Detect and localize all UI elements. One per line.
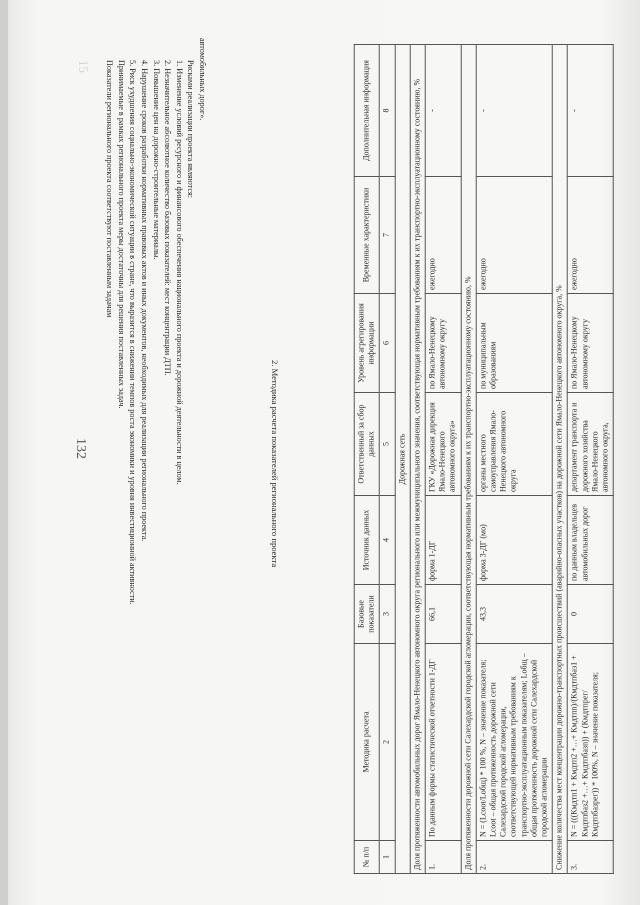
- row-time: ежегодно: [425, 177, 461, 294]
- intro-line: Показатели регионального проекта соответствуют поставленным задачам: [105, 60, 115, 318]
- intro-line: Принимаемые в рамках регионального проекта меры достаточны для решения поставленных задач.: [116, 60, 126, 409]
- section-row: [461, 45, 476, 874]
- faint-stamp: 15: [75, 59, 92, 74]
- col-num: 3: [380, 585, 395, 644]
- row-num: 3.: [568, 841, 614, 874]
- section-row: [552, 45, 567, 874]
- section-indicator-2: Доля протяженности дорожной сети Салехардской городской агломерации, соответствующая нормативным требованиям к их транспортно-эксплуатационному состоянию, %: [461, 45, 476, 874]
- row-level: по Ямало-Ненецкому автономному округу: [568, 294, 614, 393]
- col-num: 7: [380, 177, 395, 294]
- page-number: 132: [73, 438, 88, 459]
- row-time: ежегодно: [568, 177, 614, 294]
- row-base: 0: [568, 585, 614, 644]
- header-num: № п/п: [354, 841, 379, 874]
- header-base: Базовые показатели: [354, 585, 379, 644]
- header-extra: Дополнительная информация: [354, 45, 379, 177]
- section-row: [410, 45, 425, 874]
- row-level: по муниципальным образованиям: [476, 294, 552, 393]
- row-method: По данным формы статистической отчетности 1-ДГ: [425, 644, 461, 841]
- intro-line: 5. Риск ухудшения социально-экономической ситуации в стране, что выразится в снижении темпов роста экономики и уровня инвестиционной активности.: [128, 60, 138, 605]
- row-source: форма 3-ДГ (мо): [476, 496, 552, 585]
- table-row: [568, 45, 614, 874]
- header-resp: Ответственный за сбор данных: [354, 393, 379, 496]
- row-extra: -: [476, 45, 552, 177]
- header-method: Методика расчета: [354, 644, 379, 841]
- intro-line: 2. Незначительное абсолютное количество базовых показателей: мест концентрации ДТП.: [163, 60, 173, 376]
- row-source: форма 1-ДГ: [425, 496, 461, 585]
- column-number-row: [380, 45, 395, 874]
- row-extra: -: [568, 45, 614, 177]
- row-source: по данным владельцев автомобильных дорог: [568, 496, 614, 585]
- row-extra: -: [425, 45, 461, 177]
- section-indicator-3: Снижение количества мест концентрации дорожно-транспортных происшествий (аварийно-опасных участков) на дорожной сети Ямало-Ненецкого автономного округа, %: [552, 45, 567, 874]
- section-indicator-1: Доля протяженности автомобильных дорог Ямало-Ненецкого автономного округа регионального или межмуниципального значения, соответствующая нормативным требованиям к их транспортно-эксплуатационному состоянию, %: [410, 45, 425, 874]
- table-row: [425, 45, 461, 874]
- intro-line: 1. Изменение условий ресурсного и финансового обеспечения национального проекта и дорожной деятельности в целом.: [174, 60, 184, 485]
- intro-line: 3. Повышение цен на дорожно-строительные материалы.: [151, 60, 161, 260]
- col-num: 4: [380, 496, 395, 585]
- col-num: 6: [380, 294, 395, 393]
- row-num: 1.: [425, 841, 461, 874]
- col-num: 2: [380, 644, 395, 841]
- col-num: 5: [380, 393, 395, 496]
- row-time: ежегодно: [476, 177, 552, 294]
- section-row: [395, 45, 410, 874]
- row-base: 43,3: [476, 585, 552, 644]
- col-num: 1: [380, 841, 395, 874]
- col-num: 8: [380, 45, 395, 177]
- header-level: Уровень агрегирования информации: [354, 294, 379, 393]
- intro-line: 4. Нарушение сроков разработки нормативных правовых актов и иных документов, необходимых для реализации регионального проекта.: [140, 60, 150, 542]
- intro-text: [104, 38, 208, 878]
- section-road-network: Дорожная сеть: [395, 45, 410, 874]
- row-resp: ГКУ «Дорожная дирекция Ямало-Ненецкого автономного округа»: [425, 393, 461, 496]
- row-base: 66,1: [425, 585, 461, 644]
- row-method: N = (Lcoot/Lобщ) * 100 %, N – значение показателя; Lcoot – общая протяженность дорожной сети Салехардской городской агломерации, соответствующей нормативным требованиям к транспортно-эксплуатационным показателям; Lобщ – общая протяженность дорожной сети Салехардской городской агломерации: [476, 644, 552, 841]
- table-header-row: [354, 45, 379, 874]
- row-method: N = (((Кмдтп1 + Кмдтп2 +…+ Кмдтпn)/(Кмдтпбаз1 + Кмдтпбаз2 +…+ Кмдтпбазn)) + (Кмдтпрег/Кмдтпбазрег)) * 100%, N – значение показателя;: [568, 644, 614, 841]
- intro-line: автомобильных дорог».: [198, 38, 207, 121]
- row-resp: департамент транспорта и дорожного хозяйства Ямало-Ненецкого автономного округа,: [568, 393, 614, 496]
- header-time: Временные характеристики: [354, 177, 379, 294]
- header-source: Источник данных: [354, 496, 379, 585]
- table-row: [476, 45, 552, 874]
- intro-line: Рисками реализации проекта являются:: [186, 60, 196, 198]
- row-num: 2.: [476, 841, 552, 874]
- row-level: по Ямало-Ненецкому автономному округу: [425, 294, 461, 393]
- row-resp: органы местного самоуправления Ямало-Ненецкого автономного округа: [476, 393, 552, 496]
- indicators-table: [354, 44, 614, 874]
- table-title: 2. Методика расчета показателей регионального проекта: [270, 360, 280, 568]
